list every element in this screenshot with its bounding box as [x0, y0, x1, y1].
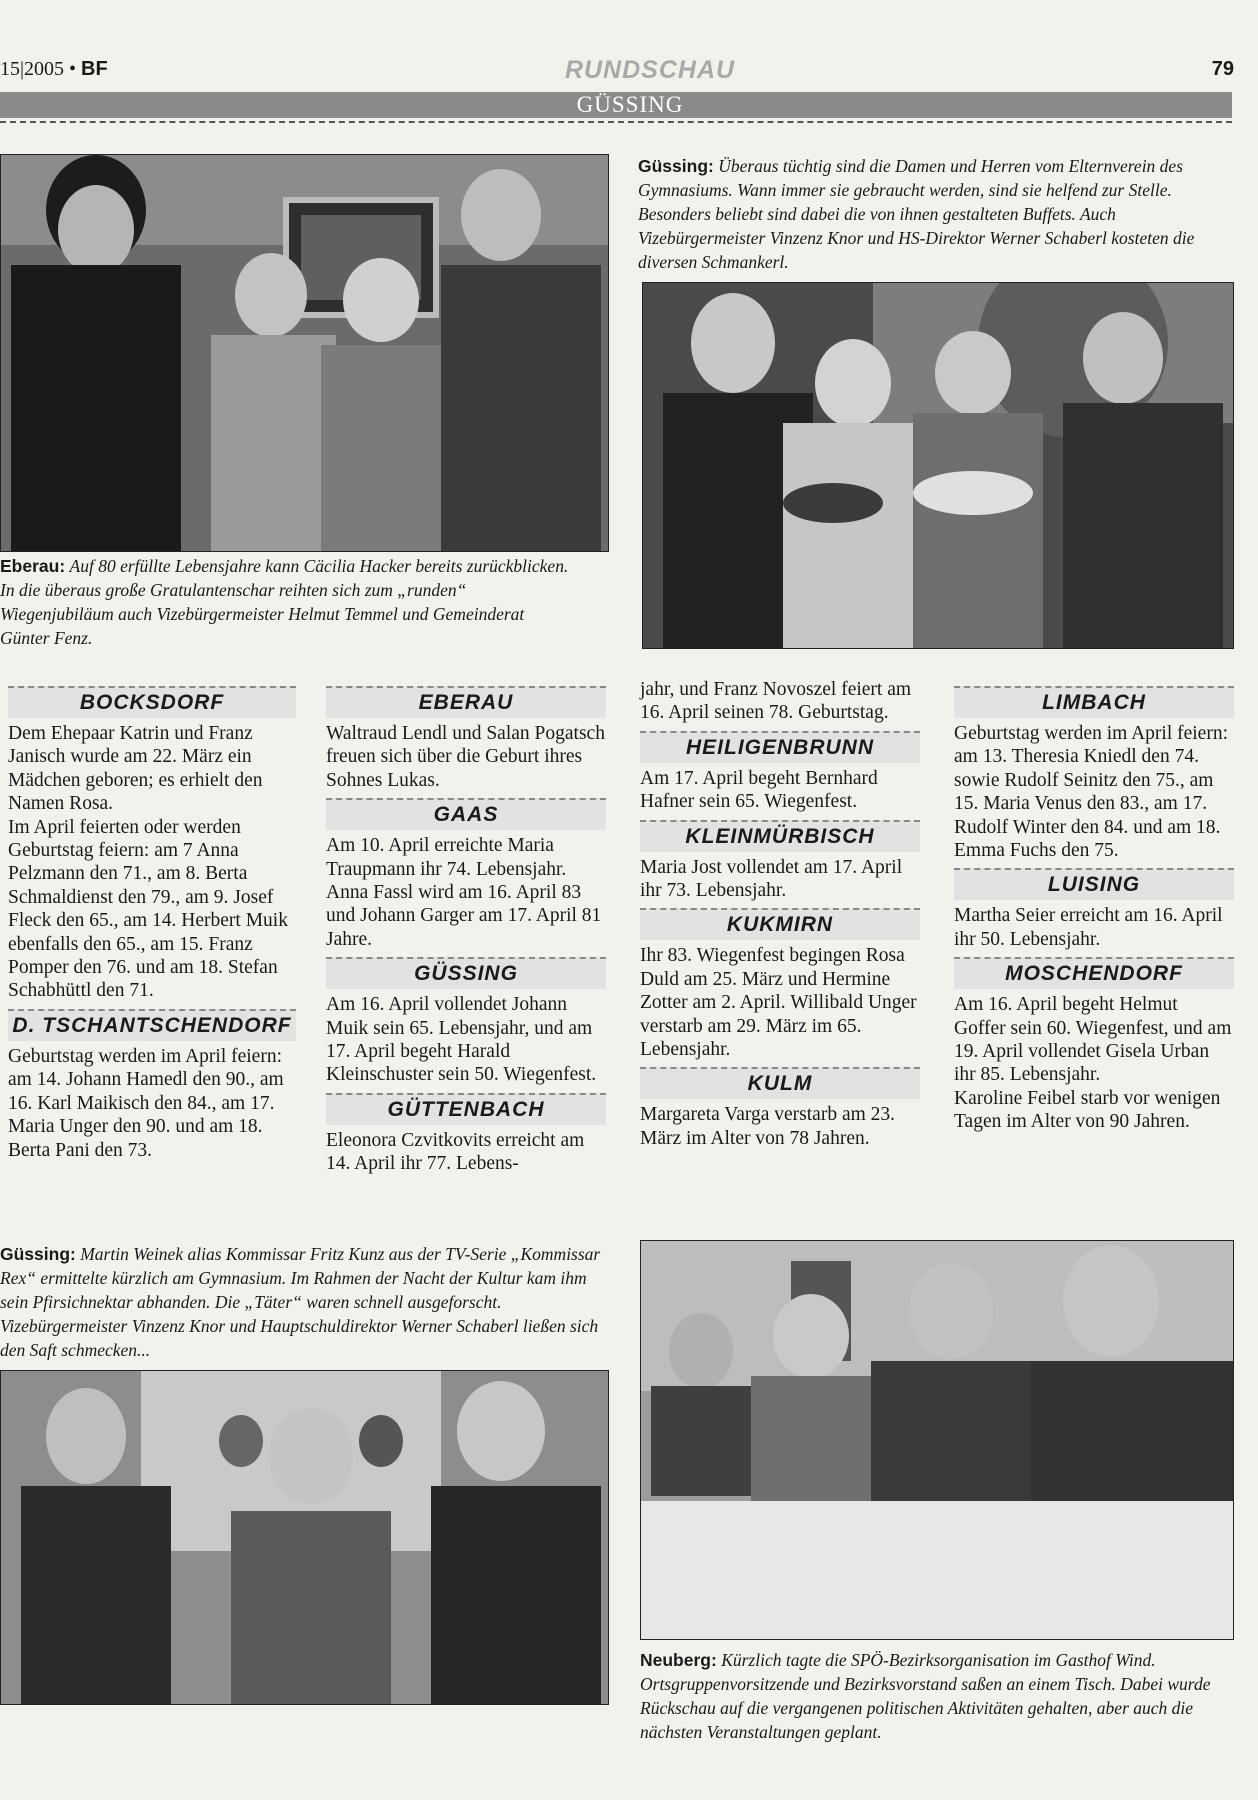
caption-guessing-top [638, 154, 1230, 274]
column-1 [8, 680, 296, 1162]
photo-neuberg [640, 1240, 1234, 1640]
limbach-paragraph: Geburtstag werden im April feiern: am 13. Theresia Kniedl den 74. sowie Rudolf Seinitz den 75., am 15. Maria Venus den 83., am 17. Rudolf Winter den 84. und am 18. Emma Fuchs den 75. [954, 723, 1228, 862]
tschantschendorf-paragraph: Geburtstag werden im April feiern: am 14. Johann Hamedl den 90., am 16. Karl Maikisch den 84., am 17. Maria Unger den 90. und am 18. Berta Pani den 73. [8, 1045, 284, 1161]
bocksdorf-paragraph-1: Dem Ehepaar Katrin und Franz Janisch wurde am 22. März ein Mädchen geboren; es erhielt den Namen Rosa. [8, 723, 263, 815]
section-title-limbach: LIMBACH [954, 686, 1234, 718]
region-band [0, 92, 1232, 118]
section-title-tschantschendorf: D. TSCHANTSCHENDORF [8, 1009, 296, 1041]
caption-neuberg-place: Neuberg: [640, 1650, 717, 1670]
guessing-paragraph: Am 16. April vollendet Johann Muik sein 65. Lebensjahr, und am 17. April begeht Harald Kleinschuster sein 50. Wiegenfest. [326, 994, 597, 1086]
photo-neuberg-image [641, 1241, 1233, 1639]
column-3 [640, 678, 920, 1150]
caption-guessing-bottom-text: Martin Weinek alias Kommissar Fritz Kunz aus der TV-Serie „Kommissar Rex“ ermittelte kürzlich am Gymnasium. Im Rahmen der Nacht der Kultur kam ihm sein Pfirsichnektar abhanden. Die „Täter“ waren schnell ausgeforscht. Vizebürgermeister Vinzenz Knor und Hauptschuldirektor Werner Schaberl ließen sich den Saft schmecken... [0, 1244, 601, 1360]
section-title-moschendorf: MOSCHENDORF [954, 957, 1234, 989]
section-title-guettenbach: GÜTTENBACH [326, 1093, 606, 1125]
heiligenbrunn-paragraph: Am 17. April begeht Bernhard Hafner sein 65. Wiegenfest. [640, 767, 878, 813]
issue-number: 15|2005 [0, 58, 65, 80]
caption-neuberg [640, 1648, 1232, 1744]
section-title-kulm: KULM [640, 1067, 920, 1099]
photo-guessing-kommissar [0, 1370, 609, 1705]
section-title-kukmirn: KUKMIRN [640, 908, 920, 940]
section-title-gaas: GAAS [326, 798, 606, 830]
luising-paragraph: Martha Seier erreicht am 16. April ihr 50. Lebensjahr. [954, 905, 1223, 950]
section-title-luising: LUISING [954, 868, 1234, 900]
issue-line [0, 58, 108, 81]
caption-guessing-bottom-place: Güssing: [0, 1244, 76, 1264]
page-number: 79 [1211, 58, 1234, 80]
bocksdorf-paragraph-2: Im April feierten oder werden Geburtstag feiern: am 7 Anna Pelzmann den 71., am 8. Berta Schmaldienst den 79., am 9. Josef Fleck den 65., am 14. Herbert Muik ebenfalls den 65., am 15. Franz Pomper den 76. und am 18. Stefan Schabhüttl den 71. [8, 816, 288, 1002]
section-title-heiligenbrunn: HEILIGENBRUNN [640, 731, 920, 763]
kleinmuerbisch-paragraph: Maria Jost vollendet am 17. April ihr 73. Lebensjahr. [640, 856, 903, 902]
eberau-paragraph: Waltraud Lendl und Salan Pogatsch freuen sich über die Geburt ihres Sohnes Lukas. [326, 723, 605, 791]
kukmirn-paragraph: Ihr 83. Wiegenfest begingen Rosa Duld am 25. März und Hermine Zotter am 2. April. Willibald Unger verstarb am 29. März im 65. Lebensjahr. [640, 945, 917, 1061]
caption-neuberg-text: Kürzlich tagte die SPÖ-Bezirksorganisation im Gasthof Wind. Ortsgruppenvorsitzende und Bezirksvorstand saßen an einem Tisch. Dabei wurde Rückschau auf die vergangenen politischen Aktivitäten gehalten, aber auch die nächsten Veranstaltungen geplant. [640, 1650, 1211, 1742]
gaas-paragraph: Am 10. April erreichte Maria Traupmann ihr 74. Lebensjahr. Anna Fassl wird am 16. April 83 und Johann Garger am 17. April 81 Jahre. [326, 835, 602, 950]
publication-name: BF [81, 58, 108, 80]
issue-bullet: • [69, 58, 77, 80]
region-title: GÜSSING [576, 92, 684, 117]
header-divider [0, 121, 1232, 123]
column-2 [326, 680, 606, 1176]
guettenbach-paragraph: Eleonora Czvitkovits erreicht am 14. April ihr 77. Lebens- [326, 1129, 585, 1175]
section-title-guessing: GÜSSING [326, 957, 606, 989]
caption-eberau-text: Auf 80 erfüllte Lebensjahre kann Cäcilia Hacker bereits zurückblicken. In die überaus große Gratulantenschar reihten sich zum „runden“ Wiegenjubiläum auch Vizebürgermeister Helmut Temmel und Gemeinderat Günter Fenz. [0, 556, 569, 648]
section-title-eberau: EBERAU [326, 686, 606, 718]
photo-guessing-buffet-image [643, 283, 1233, 648]
ressort-title: RUNDSCHAU [564, 56, 736, 84]
moschendorf-paragraph-1: Am 16. April begeht Helmut Goffer sein 60. Wiegenfest, und am 19. April vollendet Gisela Urban ihr 85. Lebensjahr. [954, 994, 1232, 1086]
photo-guessing-kommissar-image [1, 1371, 608, 1704]
caption-guessing-bottom [0, 1242, 606, 1362]
moschendorf-paragraph-2: Karoline Feibel starb vor wenigen Tagen im Alter von 90 Jahren. [954, 1087, 1221, 1133]
photo-guessing-buffet [642, 282, 1234, 649]
photo-eberau-image [1, 155, 608, 551]
caption-guessing-top-place: Güssing: [638, 156, 714, 176]
caption-eberau [0, 554, 575, 650]
column-4 [954, 680, 1234, 1134]
guettenbach-continued: jahr, und Franz Novoszel feiert am 16. April seinen 78. Geburtstag. [640, 679, 912, 724]
section-title-bocksdorf: BOCKSDORF [8, 686, 296, 718]
kulm-paragraph: Margareta Varga verstarb am 23. März im Alter von 78 Jahren. [640, 1104, 896, 1149]
section-title-kleinmuerbisch: KLEINMÜRBISCH [640, 820, 920, 852]
caption-eberau-place: Eberau: [0, 556, 66, 576]
caption-guessing-top-text: Überaus tüchtig sind die Damen und Herren vom Elternverein des Gymnasiums. Wann immer sie gebraucht werden, sind sie helfend zur Stelle. Besonders beliebt sind dabei die von ihnen gestalteten Buffets. Auch Vizebürgermeister Vinzenz Knor und HS-Direktor Werner Schaberl kosteten die diversen Schmankerl. [638, 156, 1195, 272]
photo-eberau [0, 154, 609, 552]
